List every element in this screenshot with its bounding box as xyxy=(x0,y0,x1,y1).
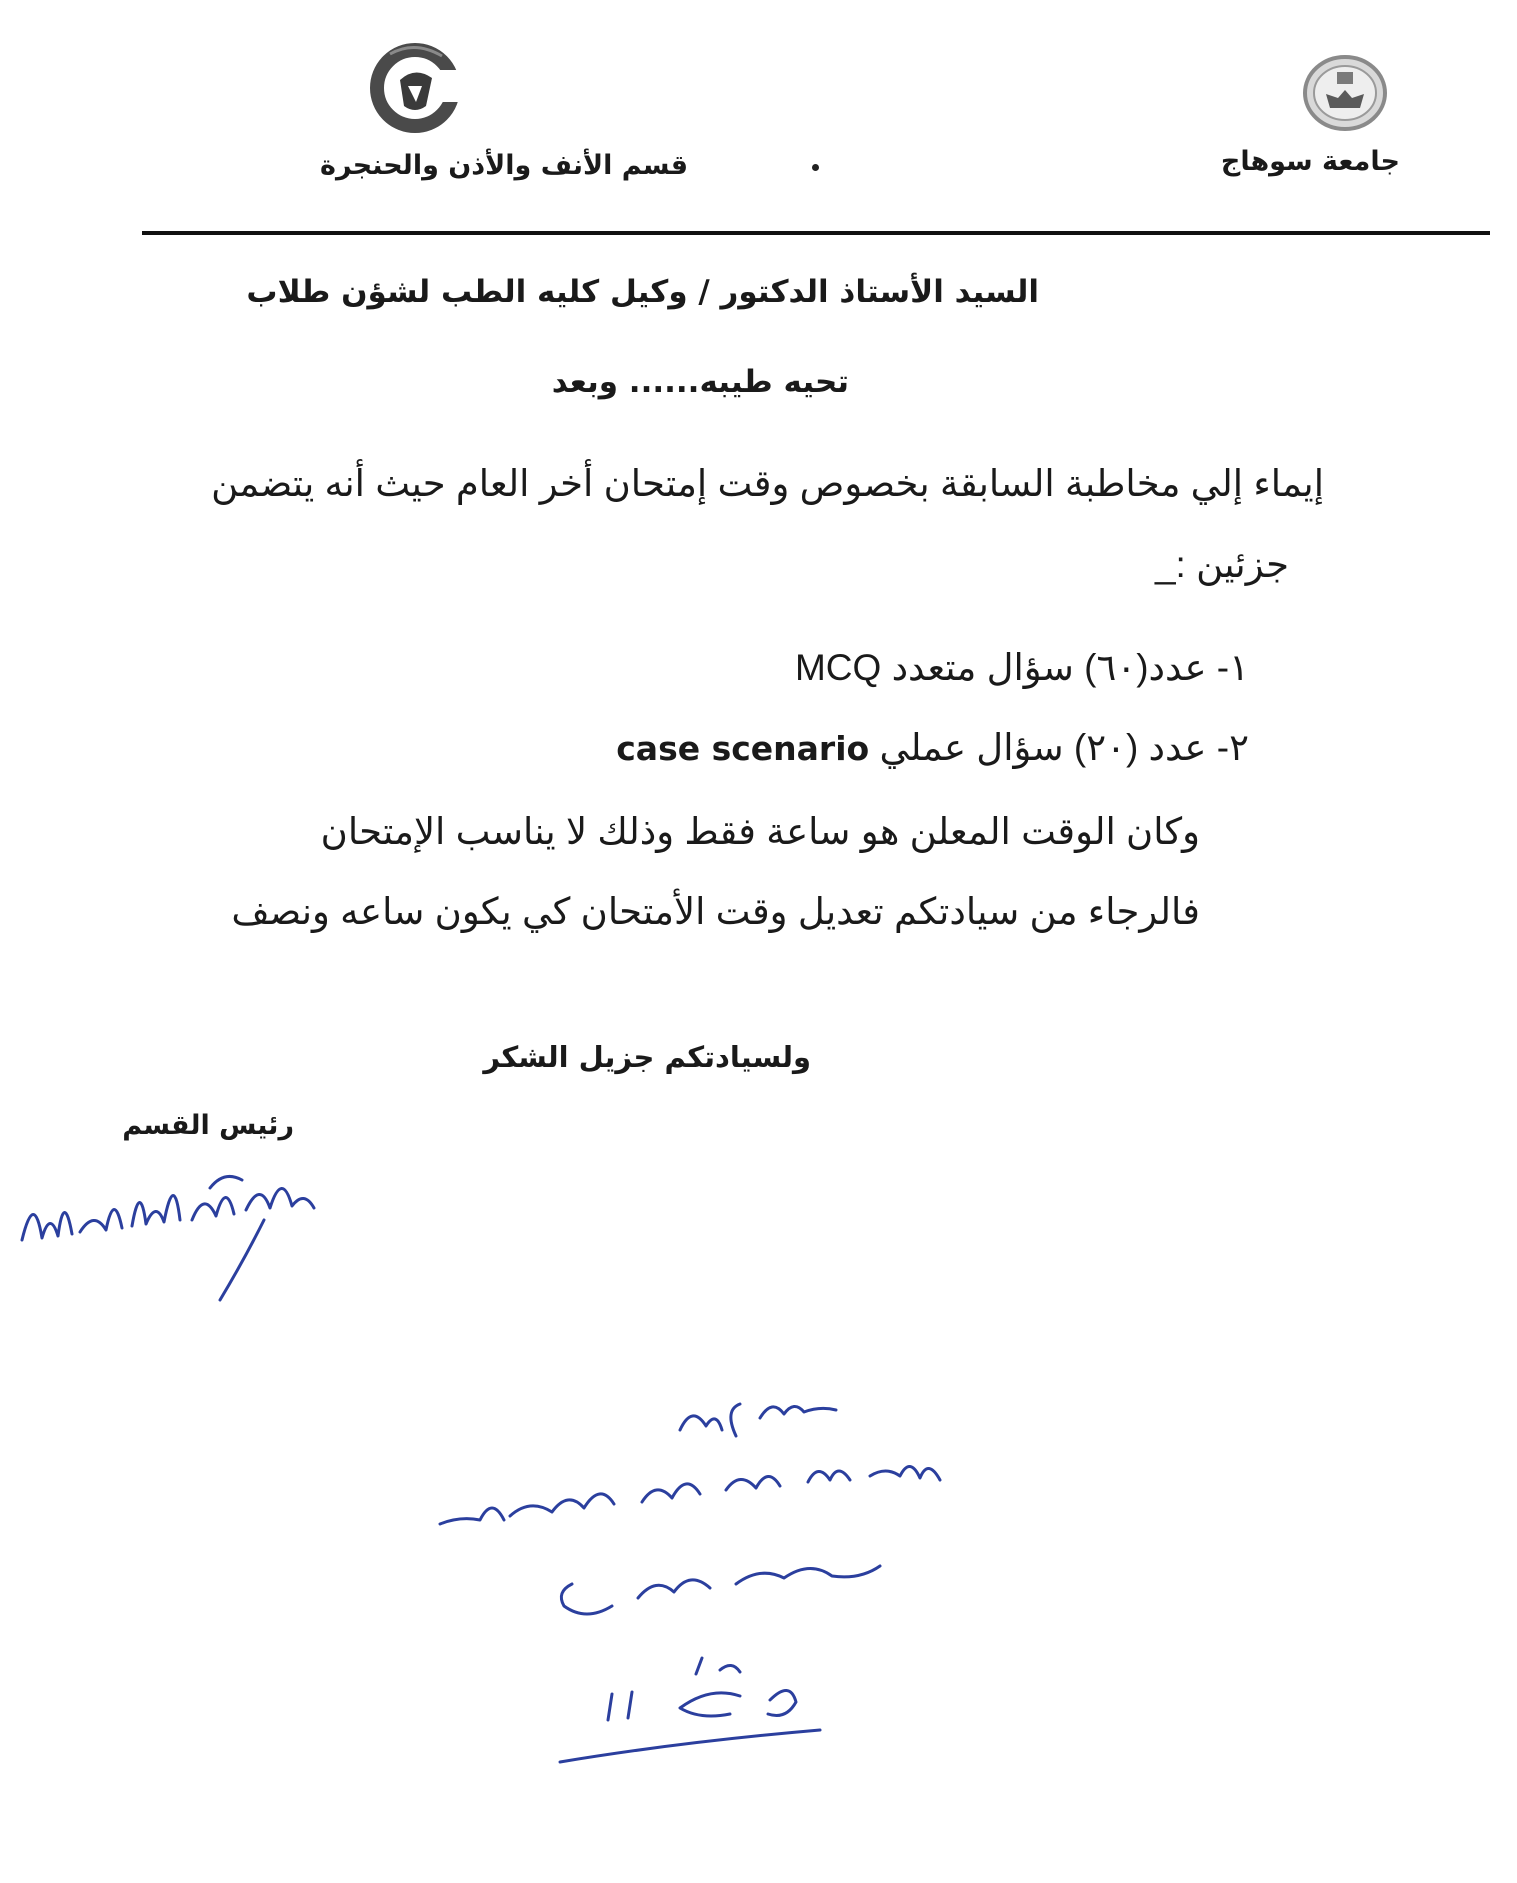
list-item-2 xyxy=(616,726,1249,769)
greeting-line: تحيه طيبه...... وبعد xyxy=(551,364,849,400)
paragraph-4: فالرجاء من سيادتكم تعديل وقت الأمتحان كي يكون ساعه ونصف xyxy=(231,891,1200,932)
addressee-line: السيد الأستاذ الدكتور / وكيل كليه الطب لشؤن طلاب xyxy=(246,274,1039,310)
department-name: قسم الأنف والأذن والحنجرة xyxy=(320,150,689,181)
closing-line: ولسيادتكم جزيل الشكر xyxy=(483,1040,811,1074)
signatory-title: رئيس القسم xyxy=(122,1110,294,1141)
stray-dot xyxy=(812,164,819,171)
handwritten-signature xyxy=(14,1150,344,1320)
paragraph-3: وكان الوقت المعلن هو ساعة فقط وذلك لا يناسب الإمتحان xyxy=(320,811,1200,852)
paragraph-1: إيماء إلي مخاطبة السابقة بخصوص وقت إمتحان أخر العام حيث أنه يتضمن xyxy=(211,463,1324,504)
list-item-latin: case scenario xyxy=(616,729,870,768)
list-item-number: ٢- xyxy=(1216,727,1249,768)
paragraph-2: جزئين :_ xyxy=(1154,544,1289,585)
header-divider xyxy=(142,231,1490,235)
list-item-text: عدد(٦٠) سؤال متعدد xyxy=(891,647,1207,688)
handwritten-approval-annotation xyxy=(380,1370,1000,1870)
university-seal-icon xyxy=(1290,38,1400,148)
university-name: جامعة سوهاج xyxy=(1220,146,1400,177)
list-item-1 xyxy=(795,646,1249,689)
list-item-number: ١- xyxy=(1216,647,1249,688)
list-item-latin: MCQ xyxy=(794,647,882,688)
department-emblem-icon xyxy=(360,30,470,140)
list-item-text: عدد (٢٠) سؤال عملي xyxy=(879,727,1207,768)
